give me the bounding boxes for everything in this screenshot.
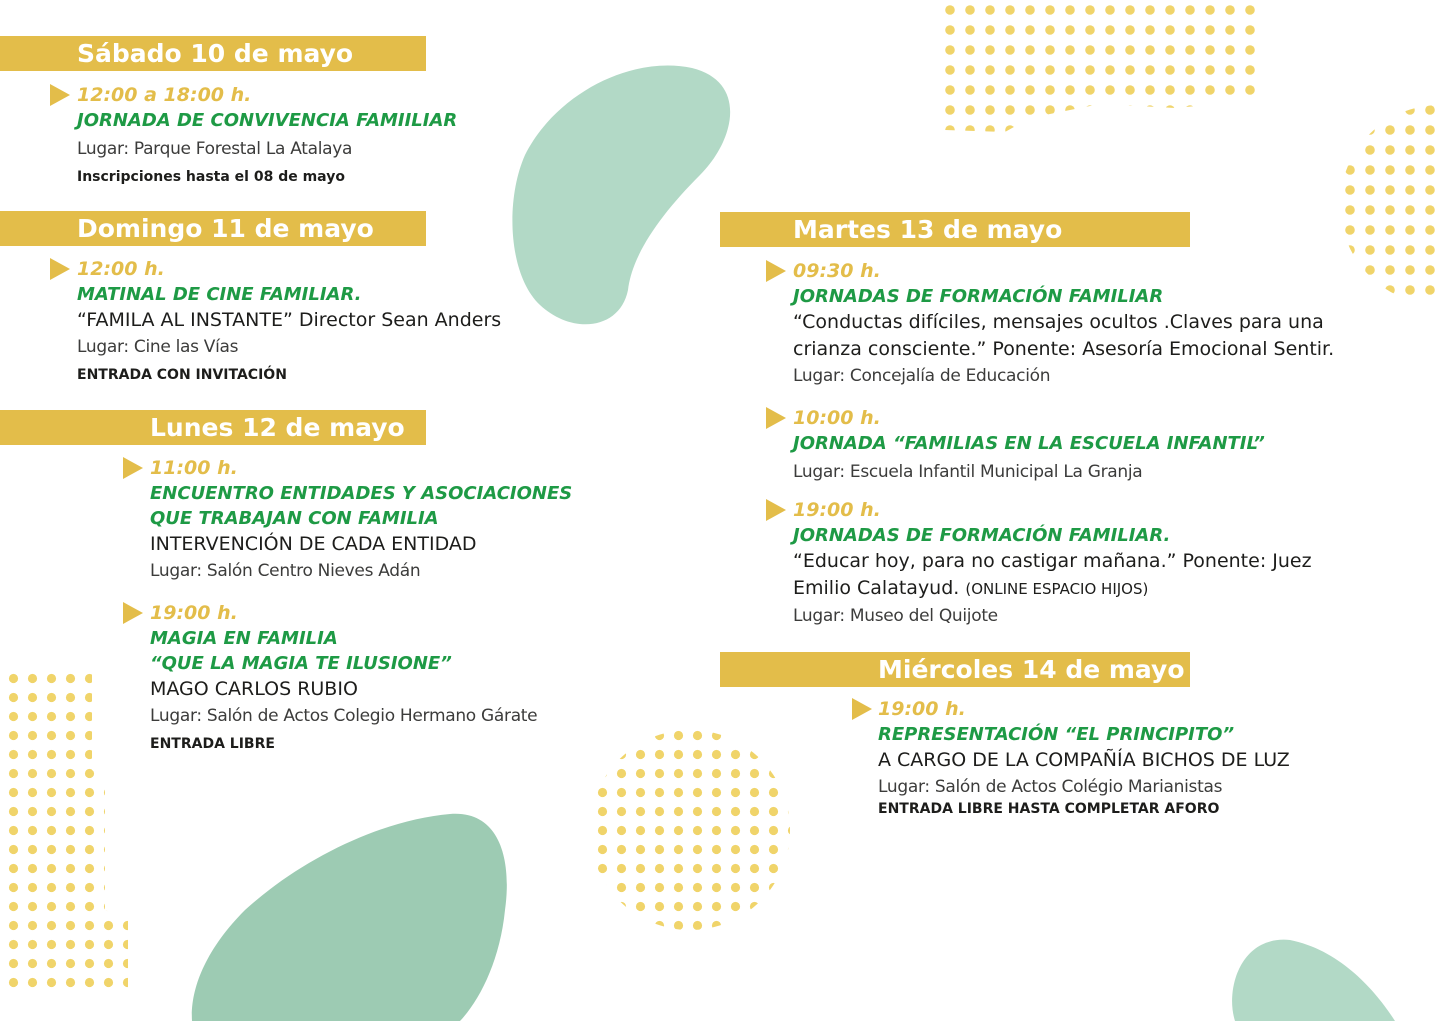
event-title: JORNADA “FAMILIAS EN LA ESCUELA INFANTIL” <box>793 433 1265 454</box>
day-label: Lunes 12 de mayo <box>150 413 405 442</box>
dot-cluster-top <box>945 0 1262 132</box>
event-title-line: ENCUENTRO ENTIDADES Y ASOCIACIONES <box>150 483 573 504</box>
play-arrow-icon <box>766 407 786 429</box>
event-formacion-conductas <box>766 258 1334 389</box>
day-label: Domingo 11 de mayo <box>77 214 374 243</box>
play-arrow-icon <box>50 84 70 106</box>
dot-circle-center <box>590 730 790 930</box>
day-header-sabado <box>0 36 426 71</box>
event-time: 10:00 h. <box>793 407 881 429</box>
event-note: ENTRADA LIBRE HASTA COMPLETAR AFORO <box>878 801 1220 817</box>
event-educar-hoy <box>766 497 1312 629</box>
dot-circle-right <box>1340 105 1440 305</box>
event-description-note: (ONLINE ESPACIO HIJOS) <box>965 580 1149 598</box>
event-note: ENTRADA CON INVITACIÓN <box>77 367 287 383</box>
event-time: 19:00 h. <box>793 499 881 521</box>
event-place: Lugar: Parque Forestal La Atalaya <box>77 139 353 159</box>
event-el-principito <box>852 696 1290 822</box>
day-header-domingo <box>0 211 426 246</box>
event-description: MAGO CARLOS RUBIO <box>150 678 358 700</box>
day-label: Miércoles 14 de mayo <box>878 655 1185 684</box>
event-description: INTERVENCIÓN DE CADA ENTIDAD <box>150 533 477 555</box>
event-description: “FAMILA AL INSTANTE” Director Sean Anders <box>77 309 502 331</box>
event-description-line: “Educar hoy, para no castigar mañana.” Ponente: Juez <box>793 550 1312 572</box>
day-label: Martes 13 de mayo <box>793 215 1063 244</box>
event-description-line: crianza consciente.” Ponente: Asesoría Emocional Sentir. <box>793 338 1335 360</box>
day-label: Sábado 10 de mayo <box>77 39 354 68</box>
play-arrow-icon <box>852 698 872 720</box>
play-arrow-icon <box>123 602 143 624</box>
event-place: Lugar: Cine las Vías <box>77 337 239 357</box>
event-time: 12:00 h. <box>77 258 165 280</box>
event-description: A CARGO DE LA COMPAÑÍA BICHOS DE LUZ <box>878 749 1290 771</box>
green-blob-bottom <box>192 814 507 1021</box>
day-header-lunes <box>0 410 426 445</box>
event-title: JORNADA DE CONVIVENCIA FAMIILIAR <box>77 110 458 131</box>
event-time: 12:00 a 18:00 h. <box>77 84 252 106</box>
event-time: 09:30 h. <box>793 260 881 282</box>
event-place: Lugar: Concejalía de Educación <box>793 366 1051 386</box>
dot-cluster-left <box>0 668 128 990</box>
event-title: JORNADAS DE FORMACIÓN FAMILIAR <box>793 286 1164 307</box>
event-place: Lugar: Salón de Actos Colégio Marianistas <box>878 777 1223 797</box>
event-title-line: “QUE LA MAGIA TE ILUSIONE” <box>150 653 452 674</box>
event-place: Lugar: Salón Centro Nieves Adán <box>150 561 421 581</box>
green-blob-top <box>512 66 730 325</box>
day-header-martes <box>720 212 1190 247</box>
event-place: Lugar: Salón de Actos Colegio Hermano Gárate <box>150 706 538 726</box>
event-matinal-cine <box>50 256 501 388</box>
event-place: Lugar: Museo del Quijote <box>793 606 998 626</box>
event-description-line <box>793 575 1312 603</box>
event-time: 11:00 h. <box>150 457 238 479</box>
play-arrow-icon <box>766 260 786 282</box>
play-arrow-icon <box>50 258 70 280</box>
event-title-line: MAGIA EN FAMILIA <box>150 628 338 649</box>
event-time: 19:00 h. <box>878 698 966 720</box>
green-blob-corner <box>1232 940 1395 1021</box>
day-header-miercoles <box>720 652 1190 687</box>
event-title: JORNADAS DE FORMACIÓN FAMILIAR. <box>793 525 1171 546</box>
event-place: Lugar: Escuela Infantil Municipal La Granja <box>793 462 1143 482</box>
event-time: 19:00 h. <box>150 602 238 624</box>
event-description-line: “Conductas difíciles, mensajes ocultos .Claves para una <box>793 311 1324 333</box>
event-note: ENTRADA LIBRE <box>150 736 275 752</box>
event-title: MATINAL DE CINE FAMILIAR. <box>77 284 362 305</box>
event-title: REPRESENTACIÓN “EL PRINCIPITO” <box>878 724 1235 745</box>
event-escuela-infantil <box>766 405 1265 485</box>
event-magia-en-familia <box>123 600 537 757</box>
play-arrow-icon <box>766 499 786 521</box>
event-description-text: Emilio Calatayud. <box>793 577 960 599</box>
play-arrow-icon <box>123 457 143 479</box>
event-note: Inscripciones hasta el 08 de mayo <box>77 169 345 185</box>
event-encuentro-entidades <box>123 455 572 584</box>
event-jornada-convivencia <box>50 82 457 190</box>
event-title-line: QUE TRABAJAN CON FAMILIA <box>150 508 439 529</box>
